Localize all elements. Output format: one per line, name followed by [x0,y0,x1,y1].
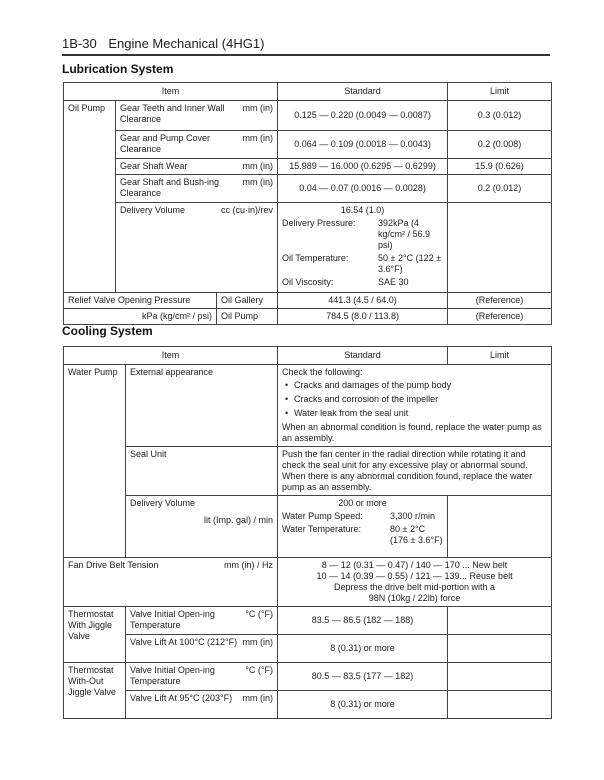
unit-label: kPa (kg/cm² / psi) [64,309,217,325]
table-row [64,131,552,159]
table-row [64,607,552,635]
condition-label: Delivery Pressure: [282,218,356,228]
item-cell [126,496,278,558]
item-cell [126,607,278,635]
limit-value [448,635,552,663]
limit-value: (Reference) [448,309,552,325]
belt-line: 10 — 14 (0.39 — 0.55) / 121 — 139... Reuse belt [316,571,513,581]
group-label-thermostat-jiggle: Thermostat With Jiggle Valve [64,607,126,663]
unit-label: cc (cu·in)/rev [221,205,274,215]
column-header-limit: Limit [448,347,552,365]
standard-value: 8 (0.31) or more [278,691,448,719]
item-name: Seal Unit [126,447,278,496]
condition-row [282,253,443,275]
item-cell [116,203,278,293]
limit-value [448,203,552,293]
item-name: Fan Drive Belt Tension [68,560,159,570]
item-cell [64,558,278,607]
group-label-oil-pump: Oil Pump [64,101,116,293]
unit-label: mm (in) [242,637,274,647]
item-name: Gear Shaft and Bush-ing Clearance [120,177,220,198]
standard-value: 16.54 (1.0) [340,205,385,215]
limit-value: 0.3 (0.012) [448,101,552,131]
unit-label: mm (in) [242,161,274,171]
item-name: Gear Teeth and Inner Wall Clearance [120,103,225,124]
standard-value: 83.5 — 86.5 (182 — 188) [278,607,448,635]
table-header-row [64,83,552,101]
item-name: Delivery Volume [120,205,186,215]
unit-label: mm (in) [242,693,274,703]
table-row [64,663,552,691]
belt-line: Depress the drive belt mid-portion with a [333,582,496,592]
condition-label: Water Temperature: [282,524,362,534]
item-name: Valve Initial Open-ing Temperature [130,609,215,630]
header-divider [62,54,550,56]
condition-value: 50 ± 2°C (122 ± 3.6°F) [378,253,442,274]
unit-label: lit (Imp. gal) / min [204,515,274,525]
limit-value: 0.2 (0.012) [448,175,552,203]
item-name: Gear Shaft Wear [120,161,188,171]
column-header-standard: Standard [278,83,448,101]
condition-row [282,524,443,546]
item-name: Valve Lift At 100°C (212°F) [130,637,238,647]
column-header-item: Item [64,83,278,101]
item-cell [126,663,278,691]
item-cell [116,131,278,159]
standard-value: 0.125 — 0.220 (0.0049 — 0.0087) [278,101,448,131]
item-cell [116,159,278,175]
standard-cell [278,365,552,447]
cooling-table [63,346,552,719]
condition-value: SAE 30 [378,277,409,287]
table-row [64,365,552,447]
check-item: • Water leak from the seal unit [282,408,547,419]
belt-line: 8 — 12 (0.31 — 0.47) / 140 — 170 ... New belt [321,560,508,570]
unit-label: mm (in) [242,177,274,187]
table-row [64,558,552,607]
standard-value: 441.3 (4.5 / 64.0) [278,293,448,309]
item-name: Delivery Volume [130,498,196,508]
limit-value [448,691,552,719]
condition-row [282,277,409,288]
table-header-row [64,347,552,365]
check-note: When an abnormal condition is found, replace the water pump as an assembly. [282,422,542,443]
check-intro: Check the following: [282,367,363,377]
limit-value: 0.2 (0.008) [448,131,552,159]
item-cell [116,101,278,131]
condition-value: 392kPa (4 kg/cm² / 56.9 psi) [378,218,431,250]
group-label-thermostat-no-jiggle: Thermostat With-Out Jiggle Valve [64,663,126,719]
table-row [64,635,552,663]
condition-label: Oil Temperature: [282,253,349,263]
item-cell [116,175,278,203]
limit-value [448,496,552,558]
item-name: Valve Lift At 95°C (203°F) [130,693,233,703]
check-item: • Cracks and corrosion of the impeller [282,394,547,405]
unit-label: mm (in) [242,103,274,113]
table-row [64,159,552,175]
item-name: External appearance [126,365,278,447]
item-cell [126,691,278,719]
location-label: Oil Pump [217,309,278,325]
cooling-section-title: Cooling System [62,324,153,338]
item-name: Valve Initial Open-ing Temperature [130,665,215,686]
unit-label: mm (in) [242,133,274,143]
unit-label: °C (°F) [245,665,274,675]
table-row [64,309,552,325]
condition-label: Water Pump Speed: [282,511,363,521]
table-row [64,203,552,293]
table-row [64,175,552,203]
limit-value [448,607,552,635]
check-list [282,380,547,419]
standard-value: 80.5 — 83.5 (177 — 182) [278,663,448,691]
condition-label: Oil Viscosity: [282,277,334,287]
standard-cell [278,558,552,607]
unit-label: mm (in) / Hz [224,560,274,570]
condition-row [282,218,443,251]
check-item: • Cracks and damages of the pump body [282,380,547,391]
column-header-limit: Limit [448,83,552,101]
limit-value [448,663,552,691]
standard-value: 0.04 — 0.07 (0.0016 — 0.0028) [278,175,448,203]
column-header-standard: Standard [278,347,448,365]
standard-cell [278,496,448,558]
condition-value: 3,300 r/min [390,511,436,521]
standard-value: Push the fan center in the radial direction while rotating it and check the seal unit for any excessive play or abnormal sound. When there is any abnormal condition found, replace the water pump as an assembly. [278,447,552,496]
item-cell [126,635,278,663]
group-label-water-pump: Water Pump [64,365,126,558]
standard-value: 0.064 — 0.109 (0.0018 — 0.0043) [278,131,448,159]
standard-value: 200 or more [338,498,387,508]
lubrication-table [63,82,552,325]
belt-line: 98N (10kg / 22lb) force [368,593,461,603]
limit-value: (Reference) [448,293,552,309]
standard-value: 784.5 (8.0 / 113.8) [278,309,448,325]
condition-value: 80 ± 2°C (176 ± 3.6°F) [390,524,443,545]
column-header-item: Item [64,347,278,365]
lubrication-section-title: Lubrication System [62,62,174,76]
page-number: 1B-30 [62,36,97,51]
table-row [64,691,552,719]
standard-value: 8 (0.31) or more [278,635,448,663]
unit-label: °C (°F) [245,609,274,619]
group-label-relief-valve: Relief Valve Opening Pressure [64,293,217,309]
table-row [64,293,552,309]
chapter-title: Engine Mechanical (4HG1) [108,36,265,51]
condition-row [282,511,435,522]
standard-cell [278,203,448,293]
table-row [64,101,552,131]
page-header [62,36,264,51]
limit-value: 15.9 (0.626) [448,159,552,175]
location-label: Oil Gallery [217,293,278,309]
table-row [64,447,552,496]
standard-value: 15.989 — 16.000 (0.6295 — 0.6299) [278,159,448,175]
item-name: Gear and Pump Cover Clearance [120,133,211,154]
table-row [64,496,552,558]
